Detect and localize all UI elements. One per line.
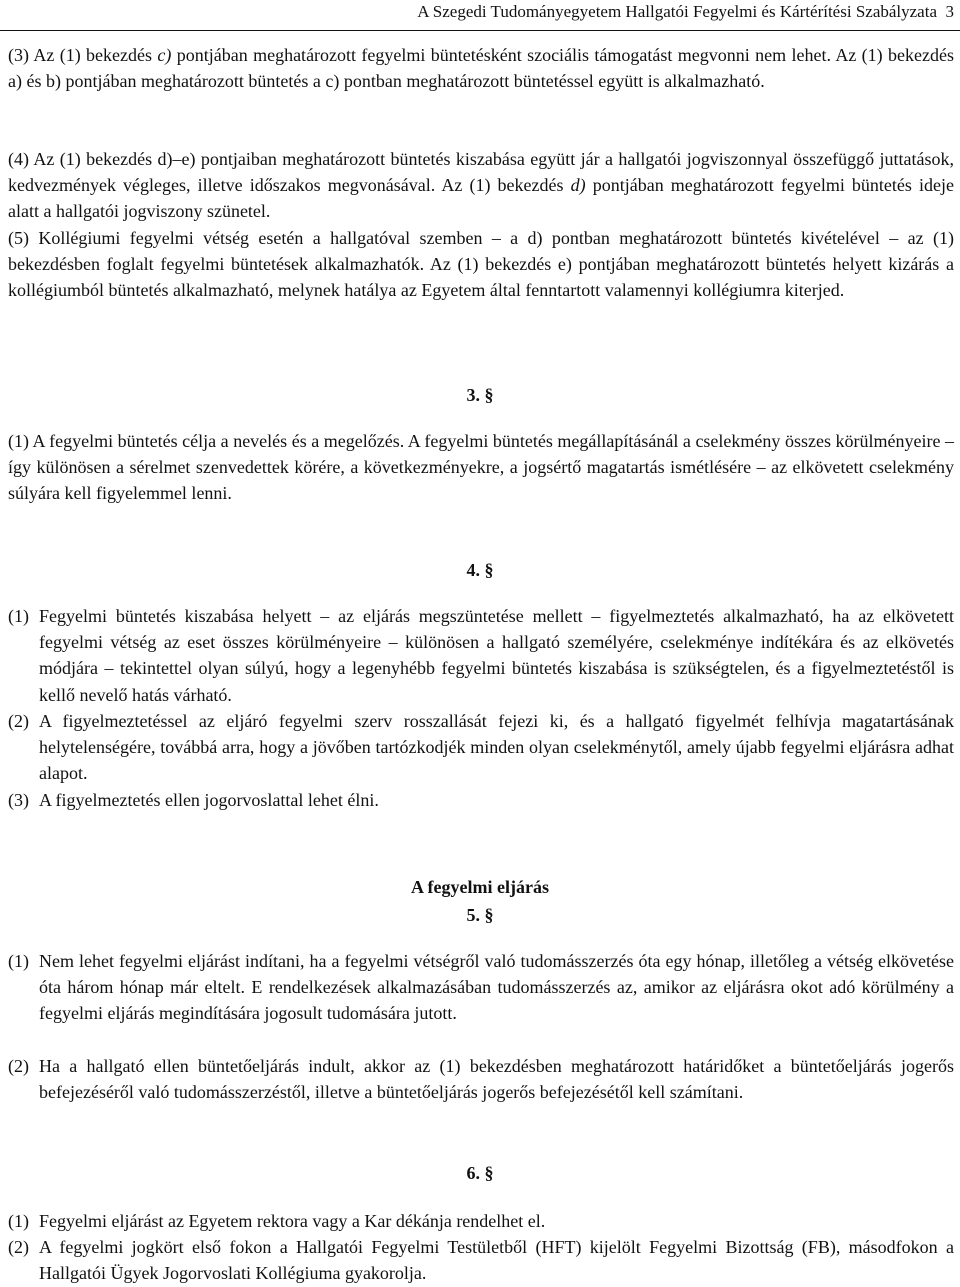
item-text: A figyelmeztetés ellen jogorvoslattal lehet élni.	[39, 790, 379, 810]
item-number: (1)	[8, 606, 29, 626]
paragraph-4-2	[8, 708, 954, 787]
item-text: Fegyelmi eljárást az Egyetem rektora vagy a Kar dékánja rendelhet el.	[39, 1211, 546, 1231]
paragraph-5-2	[8, 1053, 954, 1105]
section-heading-5: 5. §	[466, 905, 494, 925]
item-text: Nem lehet fegyelmi eljárást indítani, ha a fegyelmi vétségről való tudomásszerzés óta egy hónap, illetőleg a vétség elkövetése óta három hónap már eltelt. E rendelkezések alkalmazásában tudomásszerzés az, amikor az eljárásra okot adó körülmény a fegyelmi eljárás megindítására jogosult tudomására jutott.	[39, 951, 954, 1024]
paragraph-6-2	[8, 1234, 954, 1286]
paragraph-5-1	[8, 948, 954, 1027]
item-number: (1)	[8, 951, 29, 971]
item-number: (2)	[8, 1237, 29, 1257]
item-number: (2)	[8, 711, 29, 731]
item-text: A fegyelmi jogkört első fokon a Hallgatói Fegyelmi Testületből (HFT) kijelölt Fegyelmi Bizottság (FB), másodfokon a Hallgatói Ügyek Jogorvoslati Kollégiuma gyakorolja.	[39, 1237, 954, 1284]
section-heading-3: 3. §	[466, 385, 494, 405]
header-rule	[0, 30, 960, 31]
paragraph-2-4: (4) Az (1) bekezdés d)–e) pontjaiban meghatározott büntetés kiszabása együtt jár a hallgatói jogviszonnyal összefüggő juttatások, kedvezmények végleges, illetve időszakos megvonásával. Az (1) bekezdés d) pontjában meghatározott fegyelmi büntetés ideje alatt a hallgatói jogviszony szünetel.	[8, 149, 954, 222]
item-number: (3)	[8, 790, 29, 810]
paragraph-2-3: (3) Az (1) bekezdés c) pontjában meghatározott fegyelmi büntetésként szociális támogatást megvonni nem lehet. Az (1) bekezdés a) és b) pontjában meghatározott büntetés a c) pontban meghatározott büntetéssel együtt is alkalmazható.	[8, 45, 954, 92]
item-text: Fegyelmi büntetés kiszabása helyett – az eljárás megszüntetése mellett – figyelmeztetés alkalmazható, ha az elkövetett fegyelmi vétség az eset összes körülményeire – különösen a hallgató személyére, cselekménye indítékára és az elkövetés módjára – tekintettel olyan súlyú, hogy a legenyhébb fegyelmi büntetés kiszabása is szükségtelen, és a figyelmeztetéstől is kellő nevelő hatás várható.	[39, 606, 954, 705]
paragraph-3-1: (1) A fegyelmi büntetés célja a nevelés és a megelőzés. A fegyelmi büntetés megállapításánál a cselekmény összes körülményeire – így különösen a sérelmet szenvedettek körére, a következményekre, a jogsértő magatartás ismétlésére – az elkövetett cselekmény súlyára kell figyelemmel lenni.	[8, 431, 954, 504]
section-heading-4: 4. §	[466, 560, 494, 580]
paragraph-4-3	[8, 787, 954, 813]
item-number: (2)	[8, 1056, 29, 1076]
item-text: A figyelmeztetéssel az eljáró fegyelmi szerv rosszallását fejezi ki, és a hallgató figyelmét felhívja magatartásának helytelenségére, továbbá arra, hogy a jövőben tartózkodjék minden olyan cselekménytől, amely újabb fegyelmi eljárásra adhat alapot.	[39, 711, 954, 784]
chapter-title: A fegyelmi eljárás	[411, 877, 549, 897]
paragraph-2-5: (5) Kollégiumi fegyelmi vétség esetén a hallgatóval szemben – a d) pontban meghatározott büntetés kivételével – az (1) bekezdésben foglalt fegyelmi büntetések alkalmazhatók. Az (1) bekezdés e) pontjában meghatározott büntetés helyett kizárás a kollégiumból büntetés alkalmazható, melynek hatálya az Egyetem által fenntartott valamennyi kollégiumra kiterjed.	[8, 228, 954, 301]
page-number: 3	[945, 2, 954, 21]
running-header	[417, 1, 954, 23]
item-text: Ha a hallgató ellen büntetőeljárás indult, akkor az (1) bekezdésben meghatározott határidőket a büntetőeljárás jogerős befejezéséről való tudomásszerzéstől, illetve a büntetőeljárás jogerős befejezésétől kell számítani.	[39, 1056, 954, 1103]
running-title: A Szegedi Tudományegyetem Hallgatói Fegyelmi és Kártérítési Szabályzata	[417, 2, 937, 21]
item-number: (1)	[8, 1211, 29, 1231]
paragraph-6-1	[8, 1208, 954, 1234]
paragraph-4-1	[8, 603, 954, 708]
section-heading-6: 6. §	[466, 1163, 494, 1183]
